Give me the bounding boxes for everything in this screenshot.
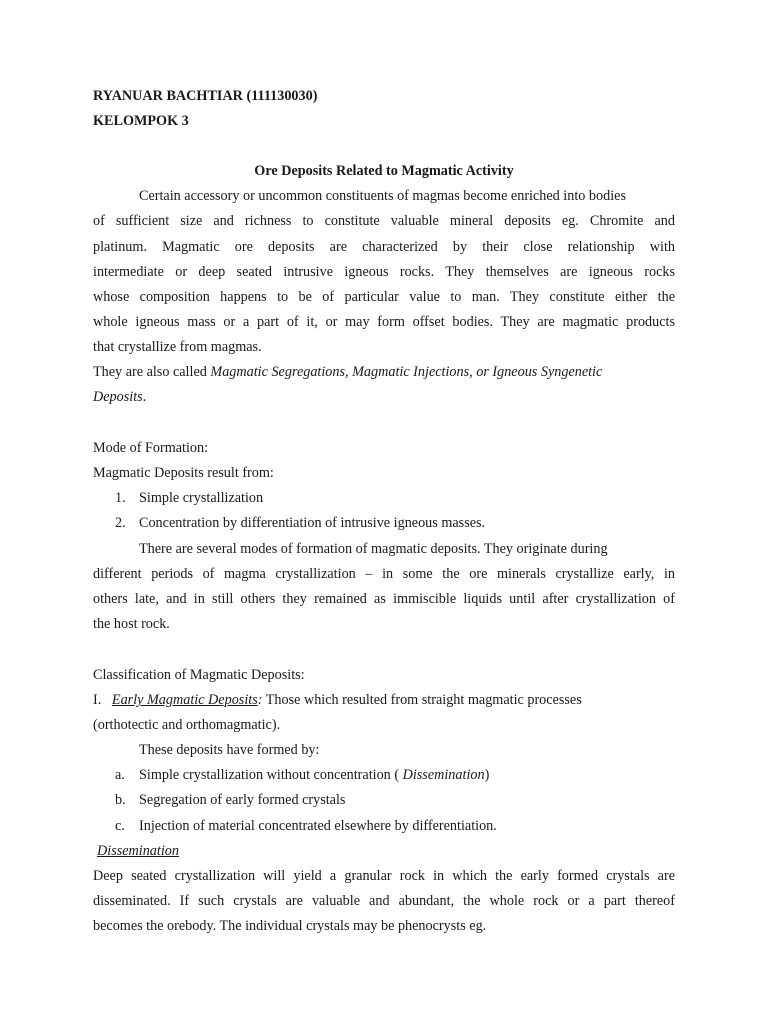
also-called-italic: Magmatic Segregations, Magmatic Injections, or Igneous Syngenetic [210,364,603,380]
intro-line-7: that crystallize from magmas. [93,339,262,355]
also-called-italic-2: Deposits [93,389,143,405]
sub-item-after: ) [484,767,490,783]
group-line: KELOMPOK 3 [93,113,189,129]
dissemination-heading [97,839,179,864]
sub-item-text: Simple crystallization without concentration ( [139,767,403,783]
intro-line-4: intermediate or deep seated intrusive igneous rocks. They themselves are igneous rocks [93,264,675,280]
list-text [139,763,489,788]
title-colon: : [257,692,263,708]
list-text: Injection of material concentrated elsewhere by differentiation. [139,818,497,834]
also-called-suffix: . [142,389,147,405]
also-called-line-2 [93,385,146,410]
list-number: 2. [115,515,126,531]
list-letter: a. [115,767,125,783]
dissemination-line-2: disseminated. If such crystals are valuable and abundant, the whole rock or a part thereof [93,893,675,909]
sub-item-italic: Dissemination [402,767,485,783]
mode-para-line-2: different periods of magma crystallization – in some the ore minerals crystallize early, in [93,566,675,582]
intro-line-3: platinum. Magmatic ore deposits are characterized by their close relationship with [93,239,675,255]
mode-para-line-3: others late, and in still others they remained as immiscible liquids until after crystallization of [93,591,675,607]
mode-para-line-4: the host rock. [93,616,170,632]
formed-by-line: These deposits have formed by: [139,742,320,758]
document-title: Ore Deposits Related to Magmatic Activity [254,163,514,179]
list-number: 1. [115,490,126,506]
list-text: Concentration by differentiation of intrusive igneous masses. [139,515,486,531]
list-letter: c. [115,818,125,834]
early-magmatic-text: Those which resulted from straight magmatic processes [262,692,582,708]
intro-line-2: of sufficient size and richness to constitute valuable mineral deposits eg. Chromite and [93,213,675,229]
mode-lead: Magmatic Deposits result from: [93,465,274,481]
early-magmatic-title: Early Magmatic Deposits [111,692,258,708]
classification-heading: Classification of Magmatic Deposits: [93,667,305,683]
mode-para-line-1: There are several modes of formation of magmatic deposits. They originate during [139,541,608,557]
list-text: Segregation of early formed crystals [139,792,346,808]
mode-heading: Mode of Formation: [93,440,209,456]
list-letter: b. [115,792,126,808]
roman-numeral: I. [93,692,102,708]
intro-line-6: whole igneous mass or a part of it, or may form offset bodies. They are magmatic products [93,314,675,330]
list-text: Simple crystallization [139,490,264,506]
author-line: RYANUAR BACHTIAR (111130030) [93,88,318,104]
classification-item-1-cont: (orthotectic and orthomagmatic). [93,717,281,733]
classification-item-1 [93,688,582,713]
also-called-prefix: They are also called [93,364,211,380]
also-called-line [93,360,602,385]
intro-line-1: Certain accessory or uncommon constituents of magmas become enriched into bodies [139,188,626,204]
intro-line-5: whose composition happens to be of particular value to man. They constitute either the [93,289,675,305]
dissemination-line-3: becomes the orebody. The individual crystals may be phenocrysts eg. [93,918,487,934]
dissemination-line-1: Deep seated crystallization will yield a granular rock in which the early formed crystals are [93,868,675,884]
dissemination-title: Dissemination [97,843,179,859]
